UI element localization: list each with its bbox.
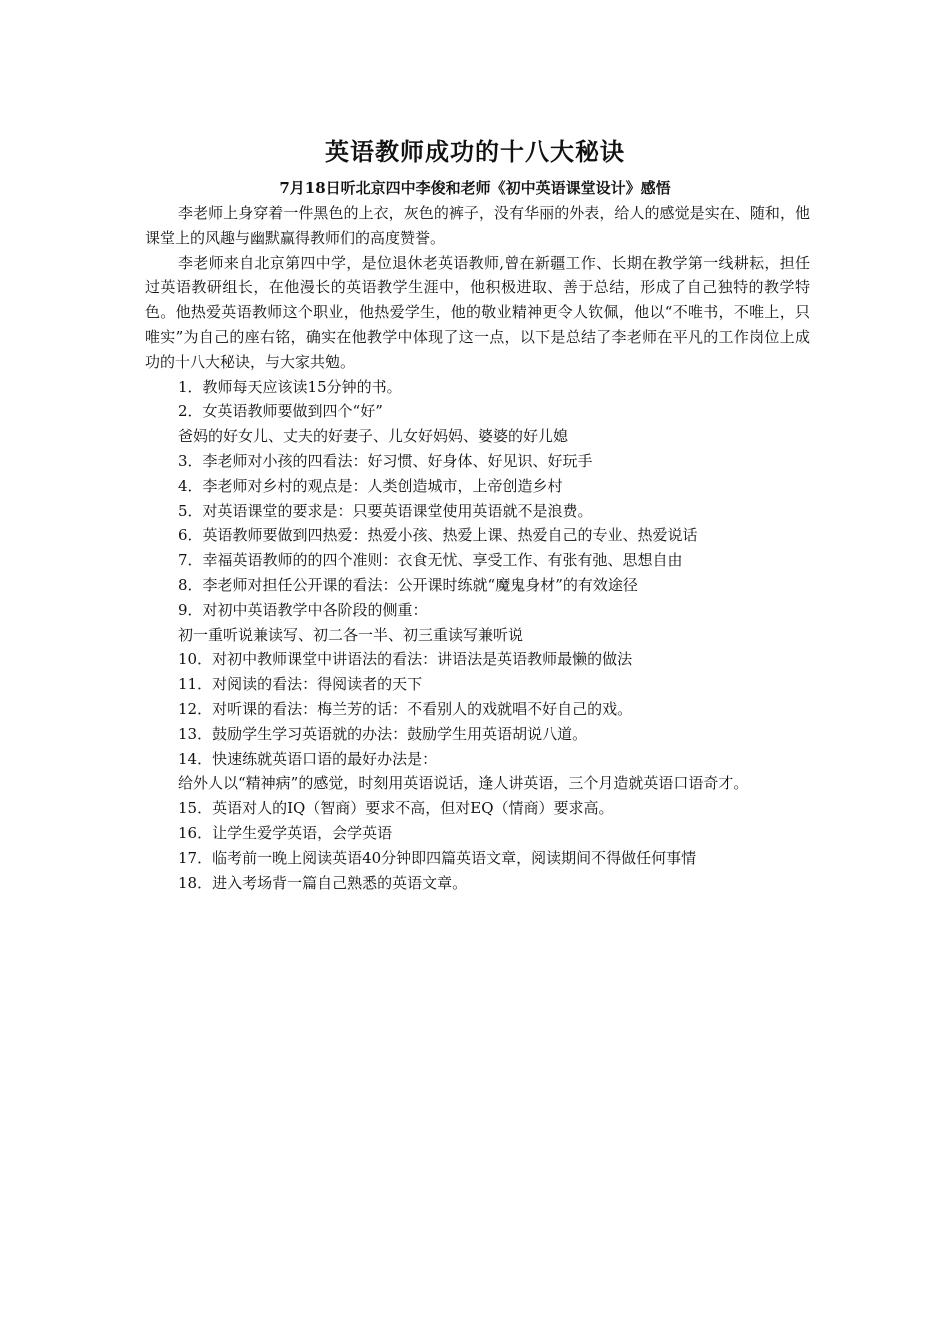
list-item-16: 16．让学生爱学英语，会学英语	[178, 823, 393, 842]
intro-paragraph-1: 李老师上身穿着一件黑色的上衣，灰色的裤子，没有华丽的外表，给人的感觉是实在、随和，他课堂上的风趣与幽默赢得教师们的高度赞誉。	[145, 204, 810, 247]
list-item-6: 6．英语教师要做到四热爱：热爱小孩、热爱上课、热爱自己的专业、热爱说话	[178, 526, 698, 545]
intro-paragraph-2: 李老师来自北京第四中学，是位退休老英语教师,曾在新疆工作、长期在教学第一线耕耘，担任过英语教研组长，在他漫长的英语教学生涯中，他积极进取、善于总结，形成了自己独特的教学特色。他热爱英语教师这个职业，他热爱学生，他的敬业精神更令人钦佩，他以“不唯书，不唯上，只唯实”为自己的座右铭，确实在他教学中体现了这一点，以下是总结了李老师在平凡的工作岗位上成功的十八大秘诀，与大家共勉。	[145, 253, 810, 371]
list-item-10: 10．对初中教师课堂中讲语法的看法：讲语法是英语教师最懒的做法	[178, 650, 633, 669]
list-item-14: 14．快速练就英语口语的最好办法是：	[178, 749, 438, 768]
document-subtitle: 7月18日听北京四中李俊和老师《初中英语课堂设计》感悟	[279, 179, 671, 197]
list-item-1: 1．教师每天应该读15分钟的书。	[178, 377, 402, 396]
list-item-4: 4．李老师对乡村的观点是：人类创造城市，上帝创造乡村	[178, 476, 563, 495]
list-item-9: 9．对初中英语教学中各阶段的侧重：	[178, 600, 428, 619]
list-item-18: 18．进入考场背一篇自己熟悉的英语文章。	[178, 873, 468, 892]
list-item-15: 15．英语对人的IQ（智商）要求不高，但对EQ（情商）要求高。	[178, 799, 614, 818]
list-item-2: 2．女英语教师要做到四个“好”	[178, 402, 383, 421]
list-item-3: 3．李老师对小孩的四看法：好习惯、好身体、好见识、好玩手	[178, 451, 593, 470]
list-item-11: 11．对阅读的看法：得阅读者的天下	[178, 675, 423, 694]
list-item-17: 17．临考前一晚上阅读英语40分钟即四篇英语文章，阅读期间不得做任何事情	[178, 848, 697, 867]
list-item-5: 5．对英语课堂的要求是：只要英语课堂使用英语就不是浪费。	[178, 501, 593, 520]
list-item-12: 12．对听课的看法：梅兰芳的话：不看别人的戏就唱不好自己的戏。	[178, 699, 633, 718]
document-title: 英语教师成功的十八大秘诀	[325, 137, 625, 166]
list-item-8: 8．李老师对担任公开课的看法：公开课时练就“魔鬼身材”的有效途径	[178, 575, 638, 594]
list-item-7: 7．幸福英语教师的的四个准则：衣食无忧、享受工作、有张有弛、思想自由	[178, 551, 683, 570]
document-body	[145, 201, 810, 895]
list-item-9-detail: 初一重听说兼读写、初二各一半、初三重读写兼听说	[178, 625, 524, 644]
list-item-13: 13．鼓励学生学习英语就的办法：鼓励学生用英语胡说八道。	[178, 724, 588, 743]
list-item-14-detail: 给外人以“精神病”的感觉，时刻用英语说话，逢人讲英语，三个月造就英语口语奇才。	[178, 774, 749, 793]
list-item-2-detail: 爸妈的好女儿、丈夫的好妻子、儿女好妈妈、婆婆的好儿媳	[178, 427, 569, 446]
